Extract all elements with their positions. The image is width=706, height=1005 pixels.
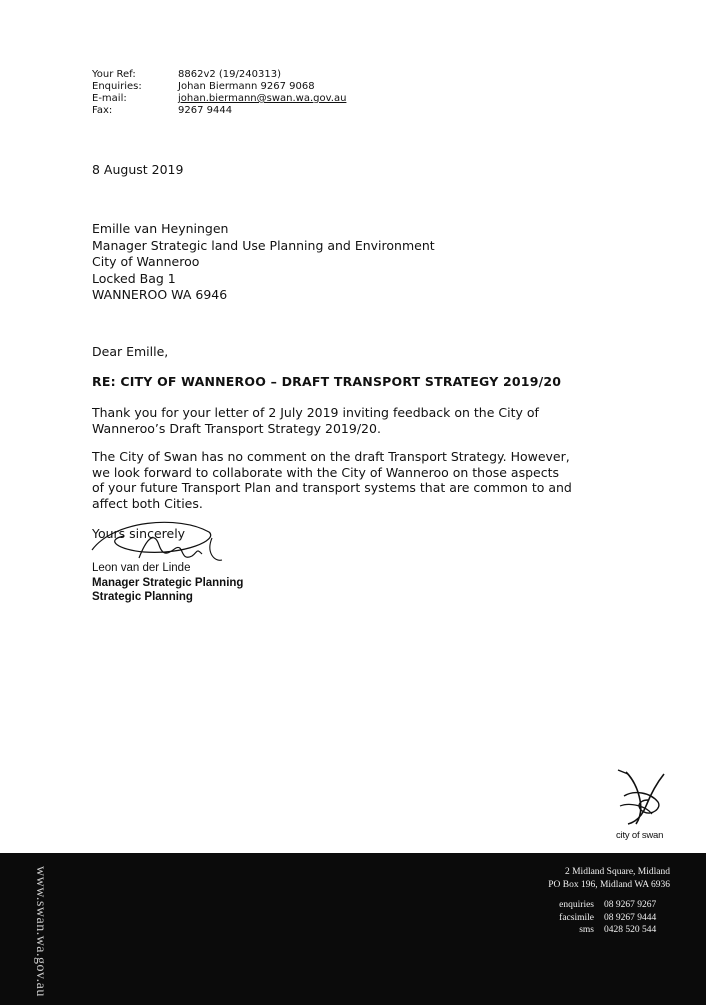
salutation: Dear Emille,: [92, 344, 169, 359]
subject-line: RE: CITY OF WANNEROO – DRAFT TRANSPORT STRATEGY 2019/20: [92, 374, 562, 389]
recipient-address: [92, 221, 435, 304]
city-of-swan-logo: [606, 766, 676, 846]
contact-value: 0428 520 544: [604, 925, 657, 935]
ref-row-enquiries: [92, 81, 346, 93]
ref-value: 9267 9444: [178, 105, 233, 116]
ref-value: Johan Biermann 9267 9068: [178, 81, 315, 92]
signer-block: [92, 561, 243, 605]
recipient-address-line2: WANNEROO WA 6946: [92, 287, 228, 302]
signer-department: Strategic Planning: [92, 591, 193, 603]
ref-value: 8862v2 (19/240313): [178, 69, 281, 80]
email-link[interactable]: johan.biermann@swan.wa.gov.au: [178, 93, 347, 104]
footer-address-line2: PO Box 196, Midland WA 6936: [548, 879, 670, 890]
footer-contact-sms: [534, 924, 670, 937]
contact-label: enquiries: [559, 900, 594, 910]
reference-block: [92, 69, 346, 117]
footer-contact-enquiries: [534, 899, 670, 912]
ref-label: E-mail:: [92, 93, 127, 104]
signer-title: Manager Strategic Planning: [92, 576, 244, 589]
ref-row-fax: [92, 105, 346, 117]
footer-contact-facsimile: [534, 912, 670, 925]
contact-value: 08 9267 9267: [604, 900, 657, 910]
footer-address-line1: 2 Midland Square, Midland: [564, 867, 670, 877]
footer-website-link[interactable]: www.swan.wa.gov.au: [33, 866, 48, 997]
closing: Yours sincerely: [92, 526, 186, 541]
swan-icon: [606, 766, 676, 830]
ref-row-your-ref: [92, 69, 346, 81]
body-paragraph-2: The City of Swan has no comment on the draft Transport Strategy. However, we look forward to collaborate with the City of Wanneroo on those aspects of your future Transport Plan and transport systems that are common to and affect both Cities.: [92, 449, 572, 511]
signer-name: Leon van der Linde: [92, 562, 191, 574]
recipient-title: Manager Strategic land Use Planning and Environment: [92, 237, 435, 253]
body-paragraph-1: Thank you for your letter of 2 July 2019 inviting feedback on the City of Wanneroo’s Draft Transport Strategy 2019/20.: [92, 405, 539, 436]
ref-label: Your Ref:: [92, 69, 136, 80]
ref-label: Fax:: [92, 105, 113, 116]
contact-label: sms: [579, 925, 594, 935]
contact-value: 08 9267 9444: [604, 912, 657, 923]
ref-row-email: [92, 93, 346, 105]
contact-label: facsimile: [559, 912, 594, 923]
recipient-organisation: City of Wanneroo: [92, 254, 200, 269]
logo-text: city of swan: [616, 830, 664, 841]
recipient-address-line1: Locked Bag 1: [92, 270, 176, 286]
letter-date: 8 August 2019: [92, 162, 184, 177]
ref-label: Enquiries:: [92, 81, 142, 92]
footer-contact-block: [534, 866, 670, 937]
recipient-name: Emille van Heyningen: [92, 221, 229, 236]
